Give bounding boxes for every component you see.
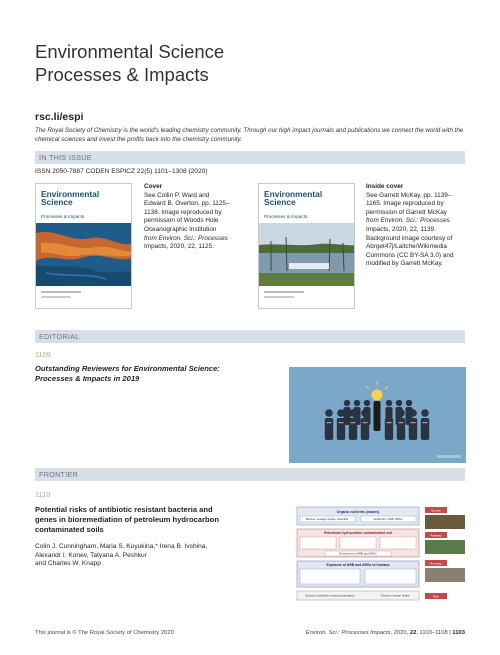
diagram-box-organic-nutrients: Organic nutrients (wastes): [336, 510, 380, 514]
footer-journal: Environ. Sci.: Processes Impacts: [305, 630, 391, 636]
footer-page-number: 1103: [452, 630, 465, 636]
diagram-box-antibiotics: Antibiotics, ARB, ARGs: [373, 517, 403, 522]
cover-footer-line: [264, 291, 304, 293]
cover-thumbnail[interactable]: [35, 183, 132, 309]
oil-spill-image: [36, 223, 132, 286]
editorial-title[interactable]: Outstanding Reviewers for Environmental Science: Processes & Impacts in 2019: [35, 364, 220, 383]
frontier-page-number: 1110: [35, 490, 51, 499]
section-bar-in-this-issue: IN THIS ISSUE: [35, 151, 465, 164]
diagram-tag-risk: Risk: [433, 594, 439, 599]
issn-line: ISSN 2050-7887 CODEN ESPICZ 22(5) 1101–1308 (2020): [35, 168, 208, 175]
reviewers-graphic: [289, 367, 466, 463]
journal-title-line1: Environmental Science: [35, 41, 225, 62]
inside-cover-thumbnail[interactable]: [258, 183, 355, 309]
diagram-box-threat: Threat to human health: [380, 593, 410, 598]
cover-thumb-subtitle: Processes & Impacts: [264, 214, 308, 219]
journal-title: [35, 40, 224, 86]
diagram-tag-pathway: Pathway: [430, 533, 442, 538]
diagram-box-contaminated-soil: Petroleum hydrocarbon contaminated soil: [323, 531, 393, 535]
footer-volume: 22: [409, 630, 417, 636]
inside-cover-caption: Inside cover See Garrett McKay, pp. 1139– 1165. Image reproduced by permission of Garrett McKay from Environ. Sci.: Processes Impacts, 2020, 22, 1139. Background image courtesy of Abrget47j/Laitche/Wikimedia Commons (CC BY-SA 3.0) and modified by Garrett McKay.: [366, 183, 464, 269]
footer-copyright: This journal is © The Royal Society of Chemistry 2020: [35, 630, 174, 636]
frontier-title[interactable]: Potential risks of antibiotic resistant bacteria and genes in bioremediation of petroleum hydrocarbon contaminated soils: [35, 505, 219, 534]
frontier-authors: Colin J. Cunningham, Maria S. Kuyukina,* Irena B. Ivshina, Alexandr I. Konev, Tatyana A. Peshkur and Charles W. Knapp: [35, 543, 208, 568]
diagram-tag-receptor: Receptor: [429, 561, 443, 566]
inside-cover-label: Inside cover: [366, 183, 404, 190]
diagram-box-manure: Manure, sewage sludge, biosolids: [305, 517, 349, 522]
risk-pathway-diagram: [295, 505, 467, 607]
cover-thumb-title: Environmental Science: [41, 189, 100, 208]
editorial-page-number: 1109: [35, 350, 51, 359]
cover-thumb-subtitle: Processes & Impacts: [41, 214, 85, 219]
diagram-box-enrichment: Enrichment of ARB and ARGs: [339, 551, 377, 556]
diagram-box-exposure: Exposure of ARB and ARGs to humans: [326, 563, 390, 567]
cover-thumb-title: Environmental Science: [264, 189, 323, 208]
cover-footer-line: [41, 296, 71, 298]
diagram-box-spread: Spread of antibiotic resistant pathogens: [305, 593, 355, 598]
diagram-tag-source: Source: [431, 508, 441, 513]
cover-footer-line: [264, 296, 294, 298]
cover-footer-line: [41, 291, 81, 293]
journal-title-line2: Processes & Impacts: [35, 64, 209, 85]
wetland-image: [259, 223, 355, 286]
footer-year: , 2020,: [390, 630, 410, 636]
footer-pages: , 1103–1108 |: [416, 630, 453, 636]
section-bar-editorial: EDITORIAL: [35, 330, 465, 343]
journal-url[interactable]: rsc.li/espi: [35, 111, 84, 123]
cover-caption: Cover See Collin P. Ward and Edward B. Overton, pp. 1125– 1138. Image reproduced by permission of Woods Hole Oceanographic Institution from Environ. Sci.: Processes Impacts, 2020, 22, 1125.: [144, 183, 242, 252]
section-bar-frontier: FRONTIER: [35, 468, 465, 481]
cover-label: Cover: [144, 183, 163, 190]
footer-citation: [306, 630, 465, 636]
rsc-tagline: The Royal Society of Chemistry is the world's leading chemistry community. Through our high impact journals and publications we connect the world with the chemical sciences and invest the profits back into the chemistry community.: [35, 127, 464, 143]
